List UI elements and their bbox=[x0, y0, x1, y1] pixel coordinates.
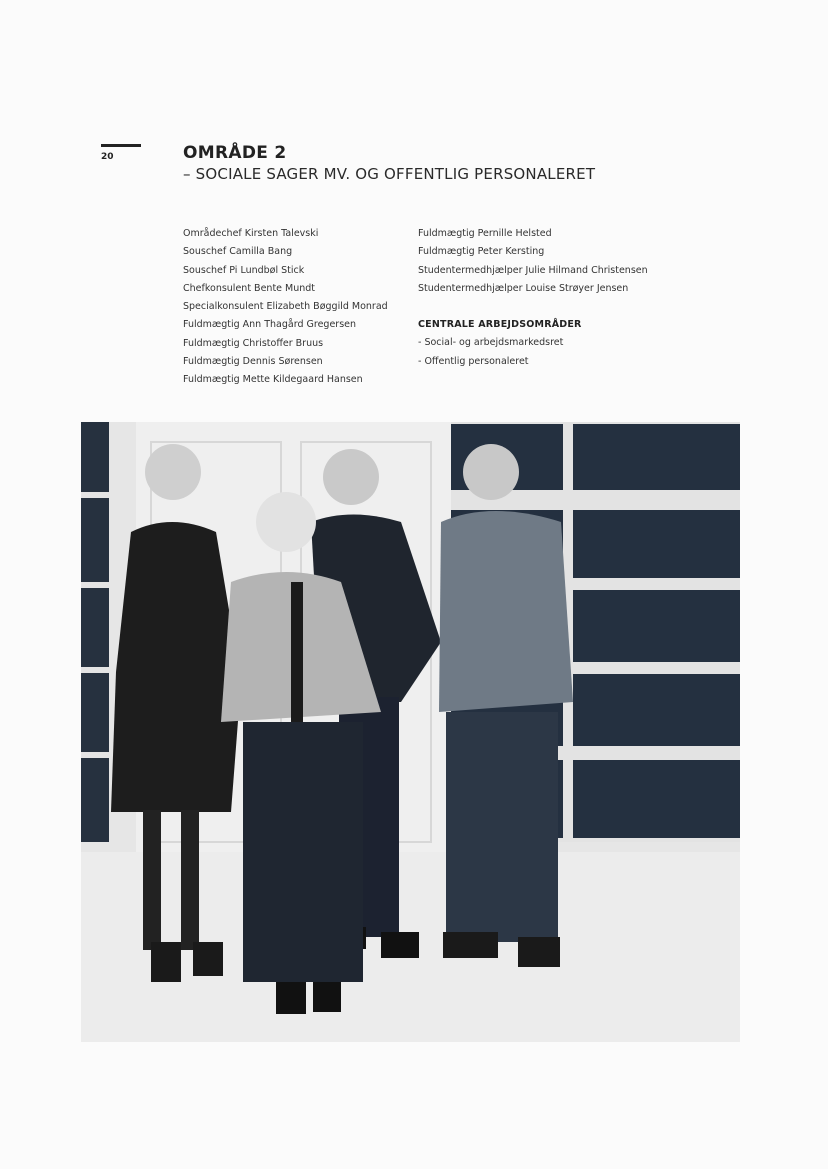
shelf-board bbox=[81, 492, 109, 498]
area-item: - Social- og arbejdsmarkedsret bbox=[418, 337, 564, 349]
page-title: OMRÅDE 2 bbox=[183, 143, 287, 163]
group-photo-illustration bbox=[81, 422, 740, 1042]
areas-heading: CENTRALE ARBEJDSOMRÅDER bbox=[418, 319, 582, 331]
staff-item: Fuldmægtig Pernille Helsted bbox=[418, 228, 552, 239]
page-subtitle: – SOCIALE SAGER MV. OG OFFENTLIG PERSONALERET bbox=[183, 165, 596, 183]
staff-list-right bbox=[418, 225, 718, 371]
staff-item: Fuldmægtig Mette Kildegaard Hansen bbox=[183, 374, 363, 386]
staff-item: Områdechef Kirsten Talevski bbox=[183, 228, 319, 239]
shelf-board bbox=[81, 752, 109, 758]
page-number: 20 bbox=[101, 152, 114, 162]
area-item: - Offentlig personaleret bbox=[418, 355, 529, 367]
page-rule bbox=[101, 144, 141, 147]
staff-item: Souschef Pi Lundbøl Stick bbox=[183, 264, 305, 276]
section-heading bbox=[183, 143, 595, 183]
staff-item: Studentermedhjælper Louise Strøyer Jensen bbox=[418, 282, 629, 294]
staff-list-left bbox=[183, 225, 413, 390]
staff-item: Chefkonsulent Bente Mundt bbox=[183, 282, 316, 294]
shelf-board bbox=[81, 582, 109, 588]
shelf-board bbox=[81, 667, 109, 673]
staff-item: Souschef Camilla Bang bbox=[183, 246, 293, 258]
bookshelf-left bbox=[81, 422, 109, 842]
staff-item: Specialkonsulent Elizabeth Bøggild Monrad bbox=[183, 301, 388, 313]
staff-item: Fuldmægtig Dennis Sørensen bbox=[183, 356, 323, 368]
staff-item: Studentermedhjælper Julie Hilmand Christensen bbox=[418, 264, 648, 276]
page-number-block bbox=[101, 144, 141, 162]
staff-item: Fuldmægtig Ann Thagård Gregersen bbox=[183, 319, 357, 331]
group-photo bbox=[81, 422, 740, 1042]
staff-item: Fuldmægtig Christoffer Bruus bbox=[183, 337, 324, 349]
staff-item: Fuldmægtig Peter Kersting bbox=[418, 246, 545, 258]
